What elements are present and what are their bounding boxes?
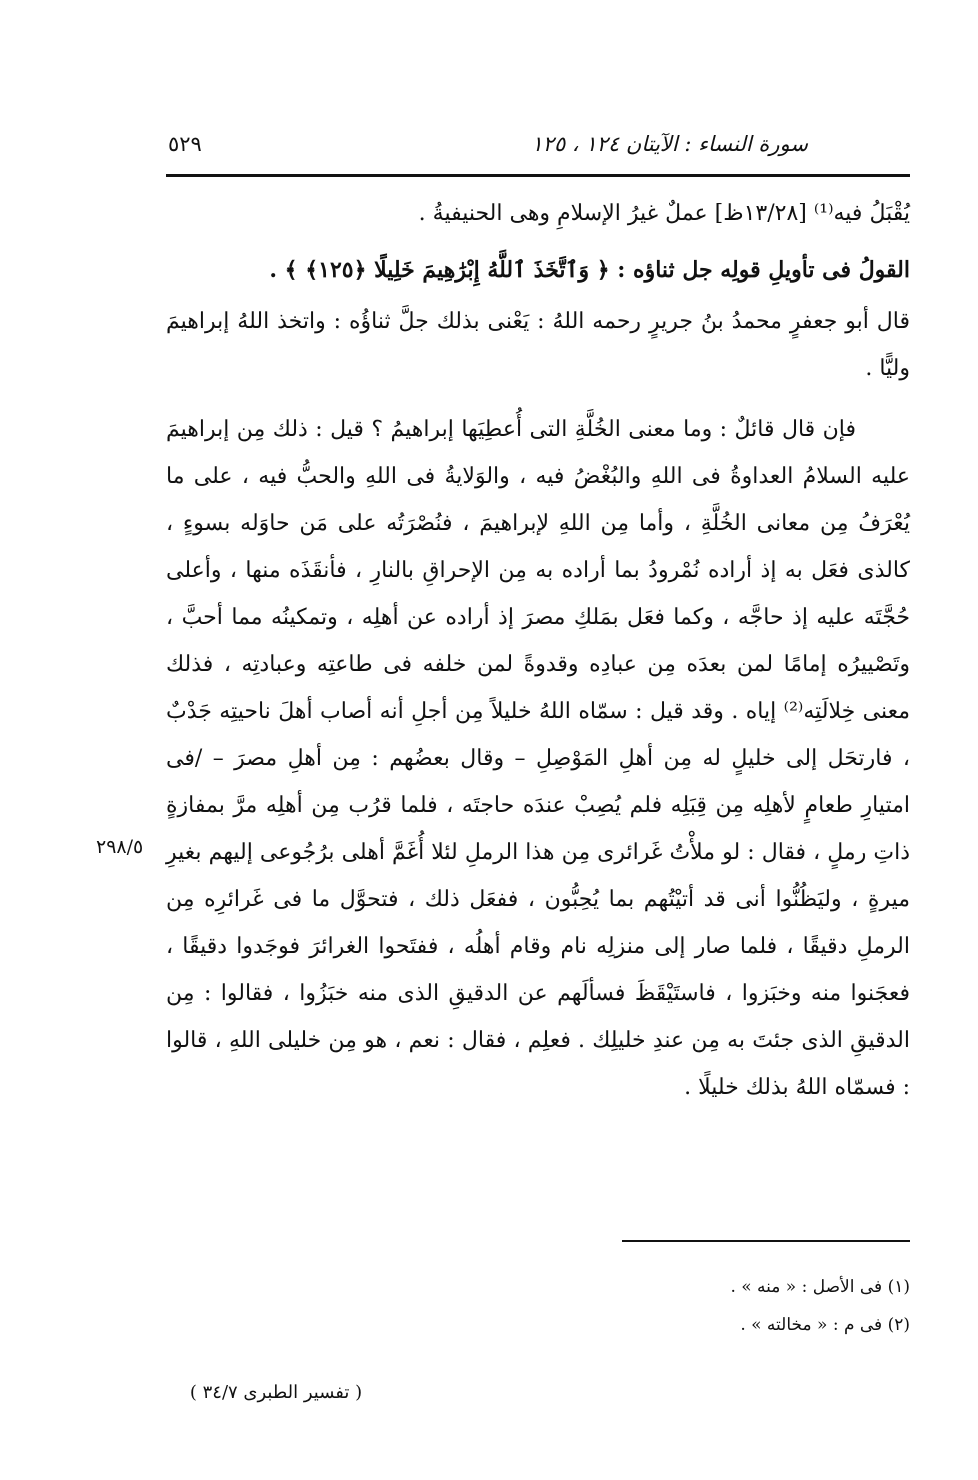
- footnote-2: (٢) فى م : « مخالته » .: [740, 1315, 910, 1335]
- header-rule: [166, 174, 910, 177]
- page-number: ٥٢٩: [168, 132, 202, 156]
- page-footer: ( تفسير الطبرى ٣٤/٧ ): [189, 1382, 363, 1403]
- surah-title: سورة النساء : الآيتان ١٢٤ ، ١٢٥: [531, 132, 808, 156]
- section-heading: القولُ فى تأويلِ قولِه جل ثناؤه : ﴿ وَٱتَّخَذَ ٱللَّهُ إِبْرَٰهِيمَ خَلِيلًا ﴿١٢٥﴾ ﴾ .: [269, 257, 910, 283]
- footnote-rule: [622, 1240, 910, 1242]
- footnotes: [166, 1268, 910, 1344]
- running-header: [168, 128, 908, 162]
- footnote-1: (١) فى الأصل : « منه » .: [730, 1277, 910, 1297]
- commentary-paragraph: فإن قال قائلٌ : وما معنى الخُلَّةِ التى أُعطِيَها إبراهيمُ ؟ قيل : ذلك مِن إبراهيمَ عليه السلامُ العداوةُ فى اللهِ والبُغْضُ فيه ، والوَلايةُ فى اللهِ والحبُّ فيه ، على ما يُعْرَفُ مِن معانى الخُلَّةِ ، وأما مِن اللهِ لإبراهيمَ ، فنُصْرَتُه على مَن حاوَله بسوءٍ ، كالذى فعَل به إذ أراده نُمْرودُ بما أراده به مِن الإحراقِ بالنارِ ، فأنقَذَه منها ، وأعلى حُجَّتَه عليه إذ حاجَّه ، وكما فعَل بمَلكِ مصرَ إذ أراده عن أهلِه ، وتمكينُه مما أحبَّ ، وتَصْييرُه إمامًا لمن بعدَه مِن عبادِه وقدوةً لمن خلفه فى طاعتِه وعبادتِه ، فذلك معنى خِلالَتِه⁽²⁾ إياه . وقد قيل : سمّاه اللهُ خليلاً مِن أجلِ أنه أصاب أهلَ ناحيتِه جَدْبٌ ، فارتحَل إلى خليلٍ له مِن أهلِ المَوْصِلِ – وقال بعضُهم : مِن أهلِ مصرَ – /فى امتيارِ طعامٍ لأهلِه مِن قِبَلِه فلم يُصِبْ عندَه حاجتَه ، فلما قرُب مِن أهلِه مرَّ بمفازةٍ ذاتِ رملٍ ، فقال : لو ملأْتُ غَرائرى مِن هذا الرملِ لئلا أُغَمَّ أهلى برُجُوعى إليهم بغيرِ ميرةٍ ، وليَظُنُّوا أنى قد أتيْتُهم بما يُحِبُّون ، ففعَل ذلك ، فتحوَّل ما فى غَرائرِه مِن الرملِ دقيقًا ، فلما صار إلى منزلِه نام وقام أهلُه ، ففتَحوا الغرائرَ فوجَدوا دقيقًا ، فعجَنوا منه وخبَزوا ، فاستَيْقَظَ فسألَهم عن الدقيقِ الذى منه خبَزُوا ، فقالوا : مِن الدقيقِ الذى جئتَ به مِن عندِ خليلِك . فعلِم ، فقال : نعم ، هو مِن خليلى اللهِ ، قالوا : فسمّاه اللهُ بذلك خليلًا .: [166, 417, 910, 1100]
- margin-reference: ٢٩٨/٥: [96, 836, 144, 858]
- author-statement: قال أبو جعفرٍ محمدُ بنُ جريرٍ رحمه اللهُ : يَعْنى بذلك جلَّ ثناؤُه : واتخذ اللهُ إبراهيمَ وليًّا .: [166, 309, 910, 381]
- intro-line: يُقْبَلُ فيه⁽¹⁾ [١٣/٢٨ظ] عملٌ غيرُ الإسلامِ وهى الحنيفيةُ .: [418, 201, 910, 226]
- main-text: [166, 190, 910, 1111]
